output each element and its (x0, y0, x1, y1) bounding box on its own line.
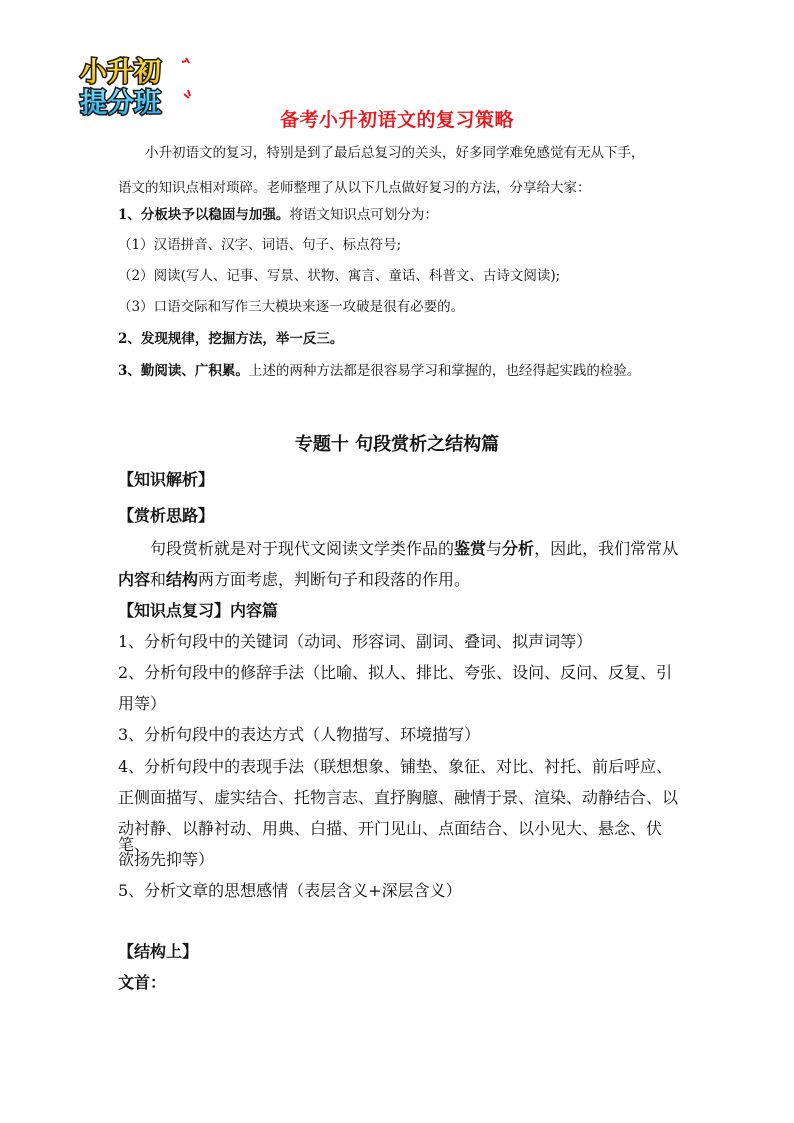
bold-span: 分析 (502, 539, 535, 558)
appreciation-line-1 (118, 541, 688, 557)
review-item-4-line-1: 4、分析句段中的表现手法（联想想象、铺垫、象征、对比、衬托、前后呼应、 (118, 757, 673, 776)
page-title: 备考小升初语文的复习策略 (279, 109, 514, 131)
appreciation-heading: 【赏析思路】 (118, 506, 215, 525)
bold-span: 内容 (118, 570, 151, 589)
point-2: 2、发现规律，挖掘方法，举一反三。 (118, 331, 344, 347)
review-item-1: 1、分析句段中的关键词（动词、形容词、副词、叠词、拟声词等） (118, 632, 593, 651)
text-span: 与 (486, 539, 503, 558)
sub-item-2: （2）阅读(写人、记事、写景、状物、寓言、童话、科普文、古诗文阅读); (118, 268, 561, 284)
point-3-bold: 3、勤阅读、广积累。 (118, 363, 249, 379)
text-span: 和 (150, 570, 167, 589)
point-1-rest: 将语文知识点可划分为： (289, 207, 438, 223)
logo-line2: 提分班 (80, 88, 161, 119)
appreciation-line-2 (118, 572, 688, 588)
review-item-4-line-4: 欲扬先抑等） (118, 850, 215, 869)
review-item-3: 3、分析句段中的表达方式（人物描写、环境描写） (118, 725, 481, 744)
logo-line1: 小升初 (80, 57, 161, 88)
review-item-2-line-2: 用等） (118, 694, 167, 713)
review-item-5: 5、分析文章的思想感情（表层含义+深层含义） (118, 881, 462, 900)
text-span: 句段赏析就是对于现代文阅读文学类作品的 (150, 539, 455, 558)
intro-line-1: 小升初语文的复习，特别是到了最后总复习的关头，好多同学难免感觉有无从下手， (145, 145, 645, 161)
section-title: 专题十 句段赏析之结构篇 (294, 434, 500, 455)
point-1 (118, 209, 678, 223)
review-item-4-line-2: 正侧面描写、虚实结合、托物言志、直抒胸臆、融情于景、渲染、动静结合、以 (118, 788, 679, 807)
review-item-4-line-3: 动衬静、以静衬动、用典、白描、开门见山、点面结合、以小见大、悬念、伏笔、 (118, 819, 663, 854)
opening-label: 文首： (118, 973, 167, 992)
bold-span: 结构 (166, 570, 199, 589)
review-heading: 【知识点复习】内容篇 (118, 601, 279, 620)
review-item-2-line-1: 2、分析句段中的修辞手法（比喻、拟人、排比、夸张、设问、反问、反复、引 (118, 663, 673, 682)
text-span: ，因此，我们常常从 (534, 539, 679, 558)
sub-item-1: （1）汉语拼音、汉字、词语、句子、标点符号; (118, 237, 402, 253)
text-span: 两方面考虑，判断句子和段落的作用。 (198, 570, 471, 589)
intro-line-2: 语文的知识点相对琐碎。老师整理了从以下几点做好复习的方法，分享给大家： (118, 180, 591, 196)
bold-span: 鉴赏 (454, 539, 487, 558)
knowledge-heading: 【知识解析】 (118, 470, 215, 489)
point-3 (118, 365, 678, 379)
point-3-rest: 上述的两种方法都是很容易学习和掌握的，也经得起实践的检验。 (248, 363, 641, 379)
point-1-bold: 1、分板块予以稳固与加强。 (118, 207, 290, 223)
structure-heading: 【结构上】 (118, 942, 199, 961)
sub-item-3: （3）口语交际和写作三大模块来逐一攻破是很有必要的。 (118, 299, 465, 315)
